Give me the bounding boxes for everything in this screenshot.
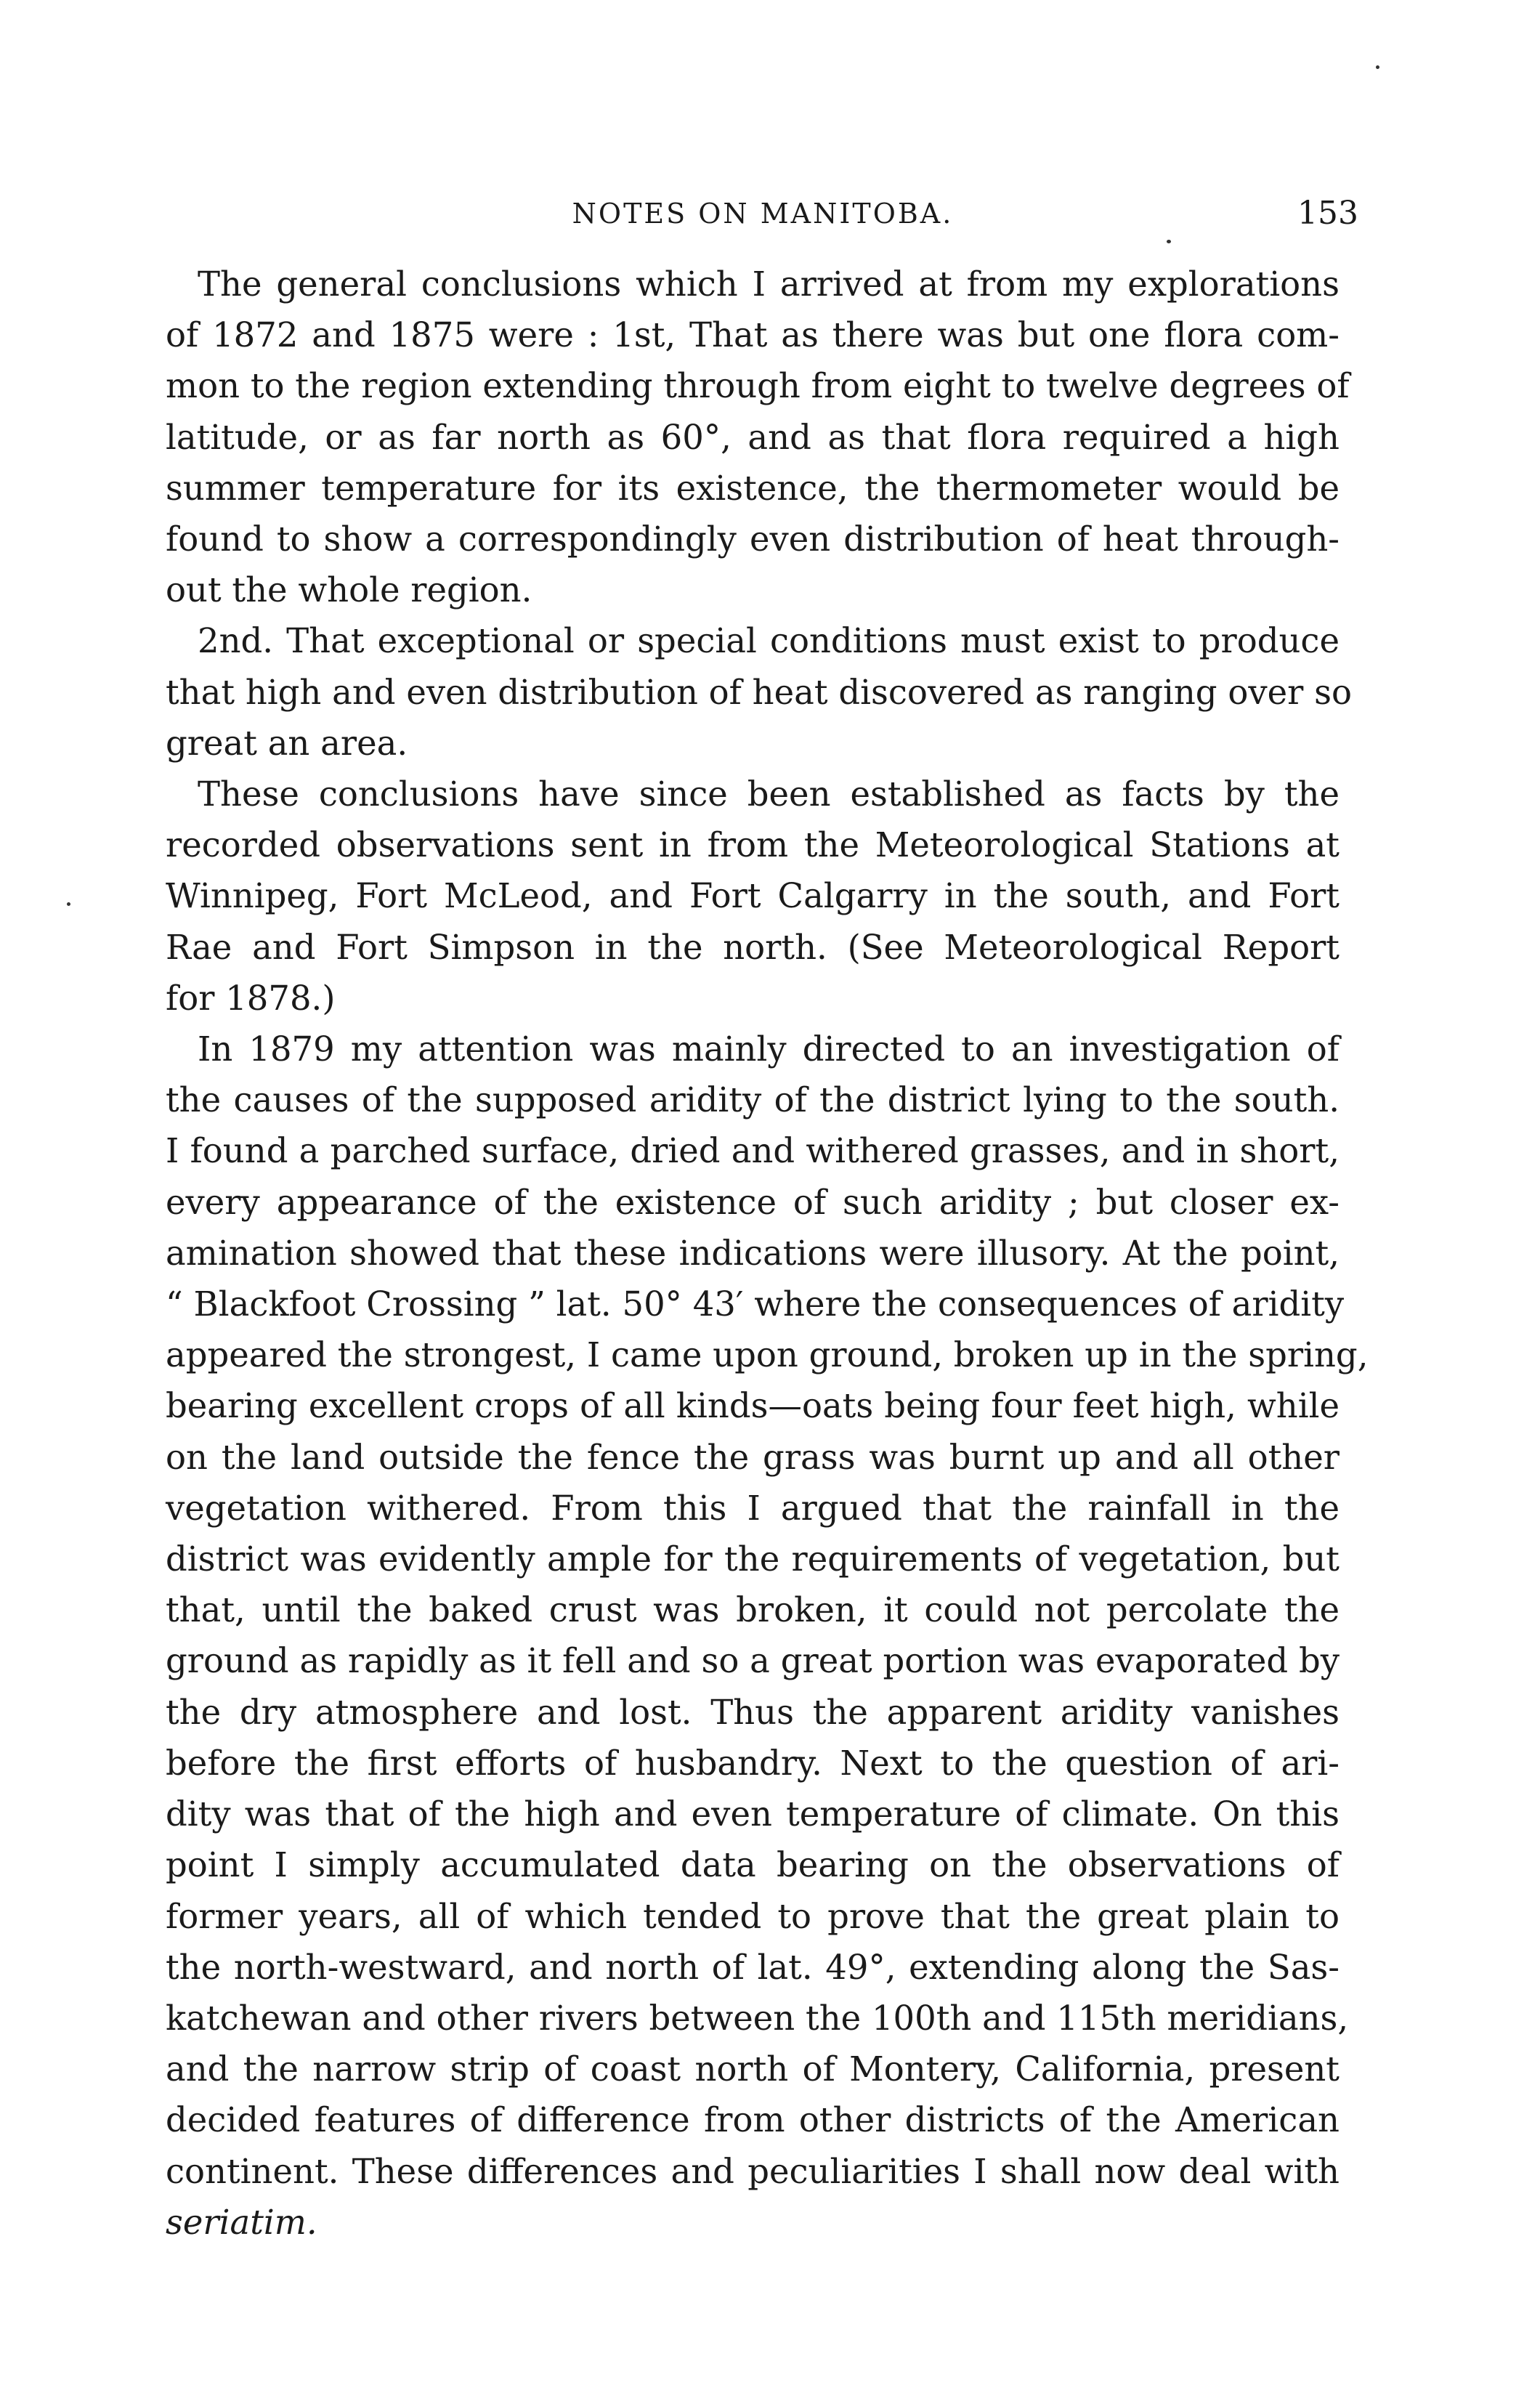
- text-line: ground as rapidly as it fell and so a great portion was evaporated by: [166, 1641, 1340, 1681]
- text-line: The general conclusions which I arrived at from my explorations: [198, 264, 1340, 304]
- text-line: Winnipeg, Fort McLeod, and Fort Calgarry in the south, and Fort: [166, 876, 1340, 916]
- italic-word: seriatim.: [166, 2202, 317, 2242]
- ink-speck: [1167, 240, 1171, 243]
- paragraph: [166, 769, 1340, 1024]
- ink-speck: [67, 902, 70, 906]
- text-line: that high and even distribution of heat discovered as ranging over so: [166, 672, 1352, 712]
- page-number: 153: [1297, 195, 1358, 232]
- page-header: [167, 195, 1358, 238]
- text-line: bearing excellent crops of all kinds—oats being four feet high, while: [166, 1386, 1340, 1426]
- text-line: of 1872 and 1875 were : 1st, That as there was but one flora com-: [166, 315, 1340, 355]
- text-line: decided features of difference from other districts of the American: [166, 2100, 1340, 2140]
- text-line: 2nd. That exceptional or special conditions must exist to produce: [198, 621, 1340, 661]
- text-line: before the first efforts of husbandry. Next to the question of ari-: [166, 1743, 1340, 1783]
- paragraph: [166, 1024, 1369, 2248]
- text-line: the causes of the supposed aridity of the district lying to the south.: [166, 1080, 1340, 1120]
- text-line: former years, all of which tended to prove that the great plain to: [166, 1896, 1340, 1936]
- body-text: [166, 259, 1369, 2248]
- text-line: katchewan and other rivers between the 100th and 115th meridians,: [166, 1998, 1349, 2038]
- text-line: continent. These differences and peculiarities I shall now deal with: [166, 2151, 1340, 2191]
- text-line: the north-westward, and north of lat. 49°, extending along the Sas-: [166, 1947, 1340, 1987]
- text-line: appeared the strongest, I came upon ground, broken up in the spring,: [166, 1335, 1369, 1375]
- text-line: mon to the region extending through from eight to twelve degrees of: [166, 366, 1350, 406]
- text-line: on the land outside the fence the grass was burnt up and all other: [166, 1437, 1340, 1477]
- text-line: summer temperature for its existence, the thermometer would be: [166, 468, 1340, 508]
- text-line: Rae and Fort Simpson in the north. (See Meteorological Report: [166, 927, 1340, 967]
- text-line: vegetation withered. From this I argued that the rainfall in the: [166, 1488, 1340, 1528]
- text-line: point I simply accumulated data bearing on the observations of: [166, 1845, 1340, 1885]
- text-line: recorded observations sent in from the Meteorological Stations at: [166, 825, 1340, 865]
- text-line: amination showed that these indications were illusory. At the point,: [166, 1233, 1340, 1273]
- text-line: I found a parched surface, dried and withered grasses, and in short,: [166, 1131, 1340, 1171]
- text-line: and the narrow strip of coast north of Montery, California, present: [166, 2049, 1340, 2089]
- text-line: every appearance of the existence of such aridity ; but closer ex-: [166, 1182, 1340, 1222]
- paragraph: [166, 259, 1350, 615]
- text-line: great an area.: [166, 723, 408, 763]
- paragraph: [166, 615, 1352, 769]
- text-line: dity was that of the high and even temperature of climate. On this: [166, 1794, 1340, 1834]
- text-line: latitude, or as far north as 60°, and as that flora required a high: [166, 417, 1340, 457]
- text-line: out the whole region.: [166, 570, 532, 610]
- text-line: found to show a correspondingly even distribution of heat through-: [166, 519, 1340, 559]
- text-line: the dry atmosphere and lost. Thus the apparent aridity vanishes: [166, 1692, 1340, 1732]
- text-line: district was evidently ample for the requirements of vegetation, but: [166, 1539, 1340, 1579]
- text-line: “ Blackfoot Crossing ” lat. 50° 43′ where the consequences of aridity: [166, 1284, 1345, 1324]
- text-line: that, until the baked crust was broken, it could not percolate the: [166, 1590, 1340, 1630]
- running-head: NOTES ON MANITOBA.: [572, 198, 954, 230]
- ink-speck: [1376, 65, 1379, 69]
- text-line: These conclusions have since been established as facts by the: [198, 774, 1340, 814]
- text-line: for 1878.): [166, 978, 336, 1018]
- text-line: In 1879 my attention was mainly directed to an investigation of: [198, 1029, 1340, 1069]
